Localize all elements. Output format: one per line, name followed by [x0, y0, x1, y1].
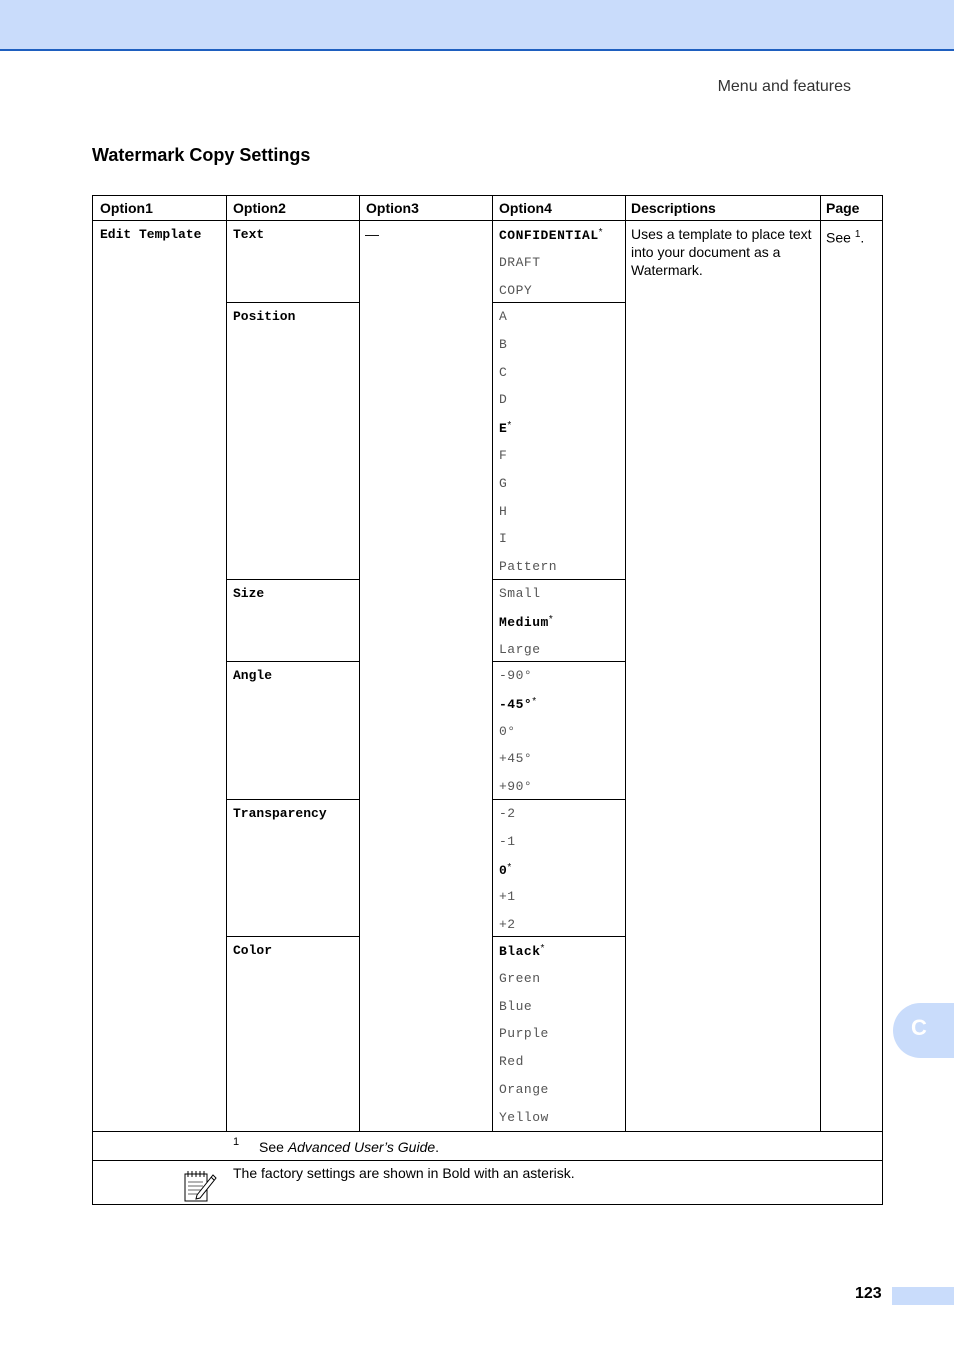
option4-value: Blue	[499, 998, 533, 1014]
page-number-band	[892, 1287, 954, 1305]
section-title: Watermark Copy Settings	[92, 145, 311, 165]
column-header-option3: Option3	[366, 200, 419, 216]
option4-value: B	[499, 336, 508, 352]
option4-value: -90°	[499, 668, 533, 683]
option4-value: Red	[499, 1054, 524, 1070]
option2-position: Position	[233, 309, 296, 324]
header-band	[0, 0, 954, 51]
column-header-option4: Option4	[499, 200, 552, 216]
note-pencil-icon	[183, 1169, 217, 1203]
option4-value: Orange	[499, 1082, 549, 1097]
option4-value: I	[499, 531, 508, 547]
option4-value: Large	[499, 641, 541, 657]
column-header-page: Page	[826, 200, 860, 216]
option4-value: G	[499, 475, 508, 491]
option2-text: Text	[233, 227, 265, 242]
option4-value: H	[499, 503, 508, 519]
option4-value: 0°	[499, 723, 516, 739]
option4-value: +90°	[499, 779, 533, 795]
column-header-option1: Option1	[100, 200, 153, 216]
footnote-text: See Advanced User’s Guide.	[259, 1139, 440, 1155]
footnote-number: 1	[233, 1136, 240, 1148]
running-header: Menu and features	[717, 78, 851, 95]
option4-value: +1	[499, 889, 516, 905]
option1-edit-template: Edit Template	[100, 227, 202, 242]
option4-value: Purple	[499, 1026, 549, 1042]
option4-value: -2	[499, 806, 516, 821]
option4-value: A	[499, 309, 508, 324]
note-text: The factory settings are shown in Bold with an asterisk.	[233, 1165, 575, 1181]
option4-value: F	[499, 448, 508, 463]
settings-table	[92, 195, 883, 1205]
page-number: 123	[855, 1285, 882, 1302]
option4-value: CONFIDENTIAL*	[499, 227, 604, 243]
option2-color: Color	[233, 943, 273, 958]
option4-value: D	[499, 392, 508, 408]
option4-value: COPY	[499, 282, 533, 298]
page-reference: See $^1$.	[826, 229, 865, 246]
column-header-option2: Option2	[233, 200, 286, 216]
option4-value: Yellow	[499, 1109, 549, 1125]
option4-value: +45°	[499, 751, 533, 767]
option4-value: DRAFT	[499, 254, 541, 270]
option4-value: 0*	[499, 861, 512, 878]
option4-value: Pattern	[499, 559, 558, 575]
appendix-tab: C	[893, 1003, 954, 1058]
option4-value: -1	[499, 833, 516, 849]
option4-value: +2	[499, 917, 516, 933]
option4-value: E*	[499, 420, 512, 437]
option4-value: Small	[499, 586, 541, 601]
option2-transparency: Transparency	[233, 806, 327, 821]
option3-none: —	[365, 226, 379, 242]
column-header-descriptions: Descriptions	[631, 200, 716, 216]
option4-value: Medium*	[499, 613, 554, 630]
option4-value: C	[499, 364, 508, 380]
option2-angle: Angle	[233, 668, 273, 683]
option4-value: -45°*	[499, 695, 537, 712]
option2-size: Size	[233, 586, 265, 601]
option4-value: Black*	[499, 943, 545, 959]
description-text: Uses a template to place text into your document as a Watermark.	[631, 226, 812, 278]
option4-value: Green	[499, 970, 541, 986]
